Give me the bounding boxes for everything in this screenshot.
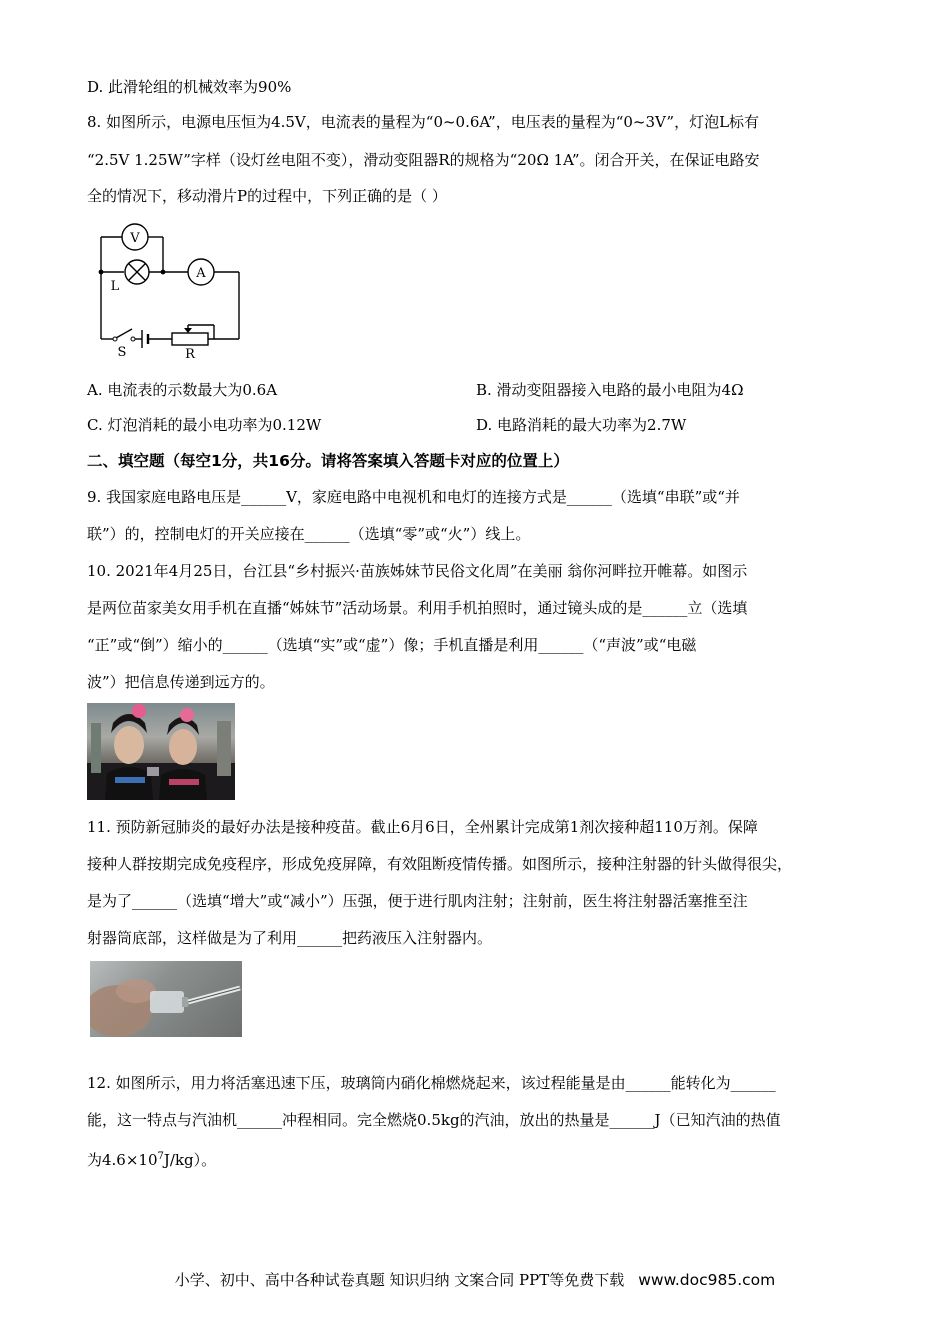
q8-stem-line-3: 全的情况下，移动滑片P的过程中，下列正确的是（ ） <box>87 187 447 205</box>
q11-line-4: 射器筒底部，这样做是为了利用______把药液压入注射器内。 <box>87 929 493 947</box>
q7-option-d: D. 此滑轮组的机械效率为90% <box>87 78 292 96</box>
footer-url[interactable]: www.doc985.com <box>638 1271 776 1289</box>
q12-line-3-pre: 为4.6×10 <box>87 1151 158 1169</box>
q9-line-2: 联”）的，控制电灯的开关应接在______（选填“零”或“火”）线上。 <box>87 525 531 543</box>
switch-label: S <box>117 345 127 360</box>
circuit-diagram <box>92 222 252 364</box>
voltmeter-label: V <box>130 231 140 246</box>
q12-line-2: 能，这一特点与汽油机______冲程相同。完全燃烧0.5kg的汽油，放出的热量是______J（已知汽油的热值 <box>87 1111 781 1129</box>
q8-stem-line-2: “2.5V 1.25W”字样（设灯丝电阻不变），滑动变阻器R的规格为“20Ω 1A”。闭合开关，在保证电路安 <box>87 151 760 169</box>
q10-line-1: 10. 2021年4月25日，台江县“乡村振兴·苗族姊妹节民俗文化周”在美丽 翁你河畔拉开帷幕。如图示 <box>87 562 748 580</box>
q10-line-2: 是两位苗家美女用手机在直播“姊妹节”活动场景。利用手机拍照时，通过镜头成的是______立（选填 <box>87 599 748 617</box>
syringe-photo <box>90 961 242 1037</box>
festival-photo <box>87 703 235 800</box>
rheostat-label: R <box>185 347 195 362</box>
page-footer <box>0 1270 950 1290</box>
q10-line-4: 波”）把信息传递到远方的。 <box>87 673 275 691</box>
ammeter-label: A <box>196 266 206 281</box>
q12-line-3-post: J/kg）。 <box>163 1151 217 1169</box>
lamp-label: L <box>110 279 120 294</box>
q12-exponent: 7 <box>157 1151 164 1162</box>
section-heading: 二、填空题（每空1分，共16分。请将答案填入答题卡对应的位置上） <box>87 452 569 470</box>
q12-line-1: 12. 如图所示，用力将活塞迅速下压，玻璃筒内硝化棉燃烧起来，该过程能量是由______能转化为______ <box>87 1074 776 1092</box>
rheostat-symbol <box>172 333 208 345</box>
footer-text: 小学、初中、高中各种试卷真题 知识归纳 文案合同 PPT等免费下载 <box>174 1271 625 1289</box>
q8-option-d: D. 电路消耗的最大功率为2.7W <box>476 416 687 434</box>
q10-line-3: “正”或“倒”）缩小的______（选填“实”或“虚”）像；手机直播是利用______（“声波”或“电磁 <box>87 636 697 654</box>
switch-symbol <box>116 329 132 338</box>
q11-line-3: 是为了______（选填“增大”或“减小”）压强，便于进行肌肉注射；注射前，医生将注射器活塞推至注 <box>87 892 748 910</box>
q8-option-c: C. 灯泡消耗的最小电功率为0.12W <box>87 416 322 434</box>
q8-stem-line-1: 8. 如图所示，电源电压恒为4.5V，电流表的量程为“0~0.6A”，电压表的量程为“0~3V”，灯泡L标有 <box>87 113 760 131</box>
q9-line-1: 9. 我国家庭电路电压是______V，家庭电路中电视机和电灯的连接方式是______（选填“串联”或“并 <box>87 488 740 506</box>
q12-line-3 <box>87 1147 216 1170</box>
q11-line-1: 11. 预防新冠肺炎的最好办法是接种疫苗。截止6月6日，全州累计完成第1剂次接种超110万剂。保障 <box>87 818 758 836</box>
q8-option-a: A. 电流表的示数最大为0.6A <box>87 381 278 399</box>
q8-option-b: B. 滑动变阻器接入电路的最小电阻为4Ω <box>476 381 744 399</box>
q11-line-2: 接种人群按期完成免疫程序，形成免疫屏障，有效阻断疫情传播。如图所示，接种注射器的针头做得很尖， <box>87 855 793 873</box>
